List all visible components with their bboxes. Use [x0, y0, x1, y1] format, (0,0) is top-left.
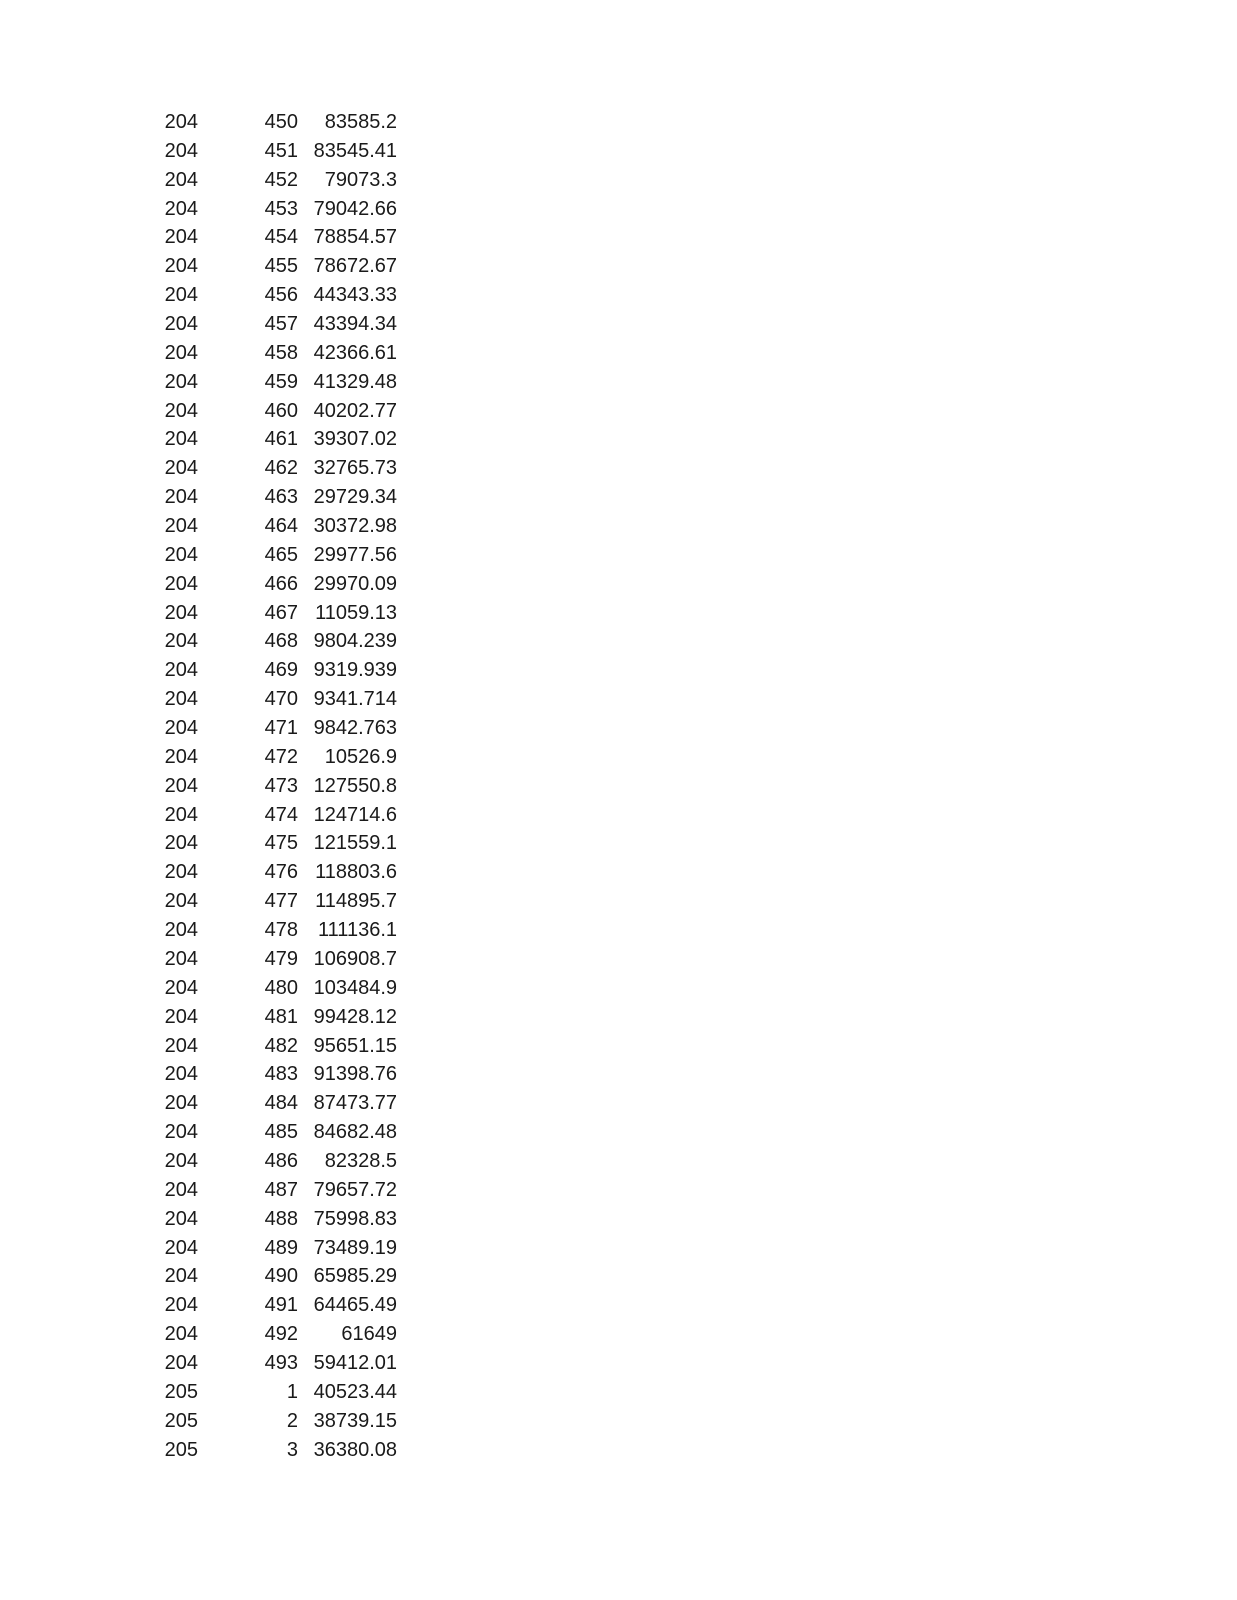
cell-id: 204	[164, 515, 198, 538]
cell-id: 204	[164, 139, 198, 162]
cell-index: 476	[264, 861, 298, 884]
table-row	[150, 829, 397, 858]
cell-index: 475	[264, 832, 298, 855]
cell-index: 487	[264, 1178, 298, 1201]
table-row	[150, 858, 397, 887]
cell-id: 204	[164, 255, 198, 278]
cell-value: 75998.83	[313, 1207, 397, 1230]
cell-index: 464	[264, 515, 298, 538]
cell-index: 456	[264, 284, 298, 307]
cell-id: 204	[164, 572, 198, 595]
cell-value: 79073.3	[324, 168, 397, 191]
table-row	[150, 1176, 397, 1205]
table-row	[150, 454, 397, 483]
cell-id: 204	[164, 630, 198, 653]
table-row	[150, 137, 397, 166]
cell-id: 204	[164, 543, 198, 566]
cell-id: 205	[164, 1409, 198, 1432]
table-row	[150, 887, 397, 916]
table-row	[150, 1262, 397, 1291]
cell-value: 79657.72	[313, 1178, 397, 1201]
cell-index: 471	[264, 717, 298, 740]
cell-index: 485	[264, 1121, 298, 1144]
cell-id: 204	[164, 659, 198, 682]
table-row	[150, 195, 397, 224]
table-row	[150, 1407, 397, 1436]
cell-index: 493	[264, 1351, 298, 1374]
cell-index: 484	[264, 1092, 298, 1115]
cell-index: 459	[264, 370, 298, 393]
cell-index: 491	[264, 1294, 298, 1317]
cell-value: 41329.48	[313, 370, 397, 393]
table-row	[150, 1234, 397, 1263]
cell-index: 477	[264, 890, 298, 913]
table-row	[150, 368, 397, 397]
cell-value: 30372.98	[313, 515, 397, 538]
table-row	[150, 397, 397, 426]
cell-index: 490	[264, 1265, 298, 1288]
table-row	[150, 627, 397, 656]
cell-value: 79042.66	[313, 197, 397, 220]
table-row	[150, 1003, 397, 1032]
cell-value: 42366.61	[313, 341, 397, 364]
table-row	[150, 339, 397, 368]
cell-id: 204	[164, 1351, 198, 1374]
cell-value: 87473.77	[313, 1092, 397, 1115]
table-row	[150, 1291, 397, 1320]
table-row	[150, 1118, 397, 1147]
cell-value: 40202.77	[313, 399, 397, 422]
cell-id: 204	[164, 1121, 198, 1144]
cell-value: 127550.8	[313, 774, 397, 797]
table-row	[150, 945, 397, 974]
cell-index: 458	[264, 341, 298, 364]
cell-id: 204	[164, 890, 198, 913]
cell-id: 204	[164, 284, 198, 307]
cell-id: 204	[164, 457, 198, 480]
cell-id: 204	[164, 111, 198, 133]
table-row	[150, 483, 397, 512]
cell-index: 474	[264, 803, 298, 826]
cell-id: 204	[164, 370, 198, 393]
cell-index: 453	[264, 197, 298, 220]
cell-id: 204	[164, 745, 198, 768]
table-row	[150, 166, 397, 195]
cell-value: 29729.34	[313, 486, 397, 509]
cell-value: 43394.34	[313, 313, 397, 336]
table-row	[150, 310, 397, 339]
cell-value: 9319.939	[313, 659, 397, 682]
cell-value: 99428.12	[313, 1005, 397, 1028]
cell-value: 36380.08	[313, 1438, 397, 1461]
cell-value: 124714.6	[313, 803, 397, 826]
cell-index: 481	[264, 1005, 298, 1028]
table-row	[150, 512, 397, 541]
cell-id: 204	[164, 226, 198, 249]
cell-index: 3	[286, 1438, 298, 1461]
table-row	[150, 801, 397, 830]
cell-id: 204	[164, 428, 198, 451]
cell-id: 204	[164, 197, 198, 220]
cell-index: 460	[264, 399, 298, 422]
cell-value: 11059.13	[315, 601, 397, 624]
cell-value: 83545.41	[313, 139, 397, 162]
cell-id: 204	[164, 1092, 198, 1115]
table-row	[150, 714, 397, 743]
cell-id: 204	[164, 399, 198, 422]
cell-value: 29977.56	[313, 543, 397, 566]
cell-id: 204	[164, 1207, 198, 1230]
cell-id: 204	[164, 774, 198, 797]
cell-value: 9842.763	[313, 717, 397, 740]
cell-id: 204	[164, 1236, 198, 1259]
cell-value: 84682.48	[313, 1121, 397, 1144]
table-row	[150, 974, 397, 1003]
cell-index: 457	[264, 313, 298, 336]
cell-id: 204	[164, 717, 198, 740]
cell-index: 486	[264, 1149, 298, 1172]
table-row	[150, 916, 397, 945]
cell-value: 32765.73	[313, 457, 397, 480]
cell-id: 204	[164, 341, 198, 364]
cell-value: 118803.6	[315, 861, 397, 884]
cell-index: 455	[264, 255, 298, 278]
table-row	[150, 541, 397, 570]
cell-index: 472	[264, 745, 298, 768]
cell-value: 73489.19	[313, 1236, 397, 1259]
table-row	[150, 1349, 397, 1378]
table-row	[150, 1147, 397, 1176]
cell-id: 204	[164, 1005, 198, 1028]
table-row	[150, 656, 397, 685]
cell-value: 59412.01	[313, 1351, 397, 1374]
table-row	[150, 1320, 397, 1349]
cell-value: 38739.15	[313, 1409, 397, 1432]
cell-id: 205	[164, 1380, 198, 1403]
table-row	[150, 743, 397, 772]
cell-value: 39307.02	[313, 428, 397, 451]
cell-value: 78854.57	[313, 226, 397, 249]
cell-id: 204	[164, 1294, 198, 1317]
cell-index: 469	[264, 659, 298, 682]
cell-value: 9804.239	[313, 630, 397, 653]
cell-index: 452	[264, 168, 298, 191]
cell-index: 489	[264, 1236, 298, 1259]
cell-value: 103484.9	[313, 976, 397, 999]
table-row	[150, 281, 397, 310]
cell-id: 204	[164, 486, 198, 509]
table-row	[150, 108, 397, 137]
table-row	[150, 599, 397, 628]
table-row	[150, 1205, 397, 1234]
table-row	[150, 772, 397, 801]
table-row	[150, 223, 397, 252]
cell-id: 204	[164, 601, 198, 624]
cell-index: 470	[264, 688, 298, 711]
cell-index: 1	[286, 1380, 298, 1403]
cell-index: 465	[264, 543, 298, 566]
table-row	[150, 570, 397, 599]
cell-index: 480	[264, 976, 298, 999]
cell-index: 482	[264, 1034, 298, 1057]
cell-value: 10526.9	[324, 745, 397, 768]
cell-index: 479	[264, 947, 298, 970]
table-row	[150, 1436, 397, 1465]
cell-id: 204	[164, 313, 198, 336]
cell-index: 2	[286, 1409, 298, 1432]
cell-id: 204	[164, 1034, 198, 1057]
cell-id: 204	[164, 976, 198, 999]
cell-id: 204	[164, 1063, 198, 1086]
cell-index: 466	[264, 572, 298, 595]
cell-id: 204	[164, 1323, 198, 1346]
cell-value: 29970.09	[313, 572, 397, 595]
cell-value: 91398.76	[313, 1063, 397, 1086]
cell-index: 478	[264, 919, 298, 942]
cell-id: 204	[164, 803, 198, 826]
table-row	[150, 1378, 397, 1407]
cell-id: 204	[164, 168, 198, 191]
cell-value: 82328.5	[324, 1149, 397, 1172]
cell-value: 64465.49	[313, 1294, 397, 1317]
cell-value: 9341.714	[313, 688, 397, 711]
cell-id: 204	[164, 1149, 198, 1172]
cell-id: 204	[164, 1178, 198, 1201]
cell-index: 492	[264, 1323, 298, 1346]
cell-id: 204	[164, 832, 198, 855]
cell-index: 451	[264, 139, 298, 162]
cell-value: 114895.7	[315, 890, 397, 913]
cell-id: 205	[164, 1438, 198, 1461]
cell-id: 204	[164, 861, 198, 884]
cell-id: 204	[164, 947, 198, 970]
table-row	[150, 252, 397, 281]
cell-index: 467	[264, 601, 298, 624]
cell-value: 44343.33	[313, 284, 397, 307]
cell-index: 473	[264, 774, 298, 797]
cell-id: 204	[164, 688, 198, 711]
cell-value: 95651.15	[313, 1034, 397, 1057]
cell-value: 106908.7	[313, 947, 397, 970]
table-row	[150, 685, 397, 714]
cell-value: 111136.1	[318, 919, 397, 942]
cell-id: 204	[164, 1265, 198, 1288]
cell-value: 78672.67	[313, 255, 397, 278]
cell-index: 450	[264, 111, 298, 133]
table-row	[150, 1089, 397, 1118]
cell-index: 468	[264, 630, 298, 653]
data-table	[150, 108, 397, 1464]
cell-index: 488	[264, 1207, 298, 1230]
cell-index: 462	[264, 457, 298, 480]
cell-index: 463	[264, 486, 298, 509]
cell-index: 483	[264, 1063, 298, 1086]
cell-index: 454	[264, 226, 298, 249]
table-row	[150, 1060, 397, 1089]
cell-value: 65985.29	[313, 1265, 397, 1288]
cell-index: 461	[264, 428, 298, 451]
table-row	[150, 1032, 397, 1061]
cell-value: 83585.2	[324, 111, 397, 133]
cell-id: 204	[164, 919, 198, 942]
cell-value: 40523.44	[313, 1380, 397, 1403]
cell-value: 121559.1	[313, 832, 397, 855]
cell-value: 61649	[341, 1323, 397, 1346]
table-row	[150, 425, 397, 454]
